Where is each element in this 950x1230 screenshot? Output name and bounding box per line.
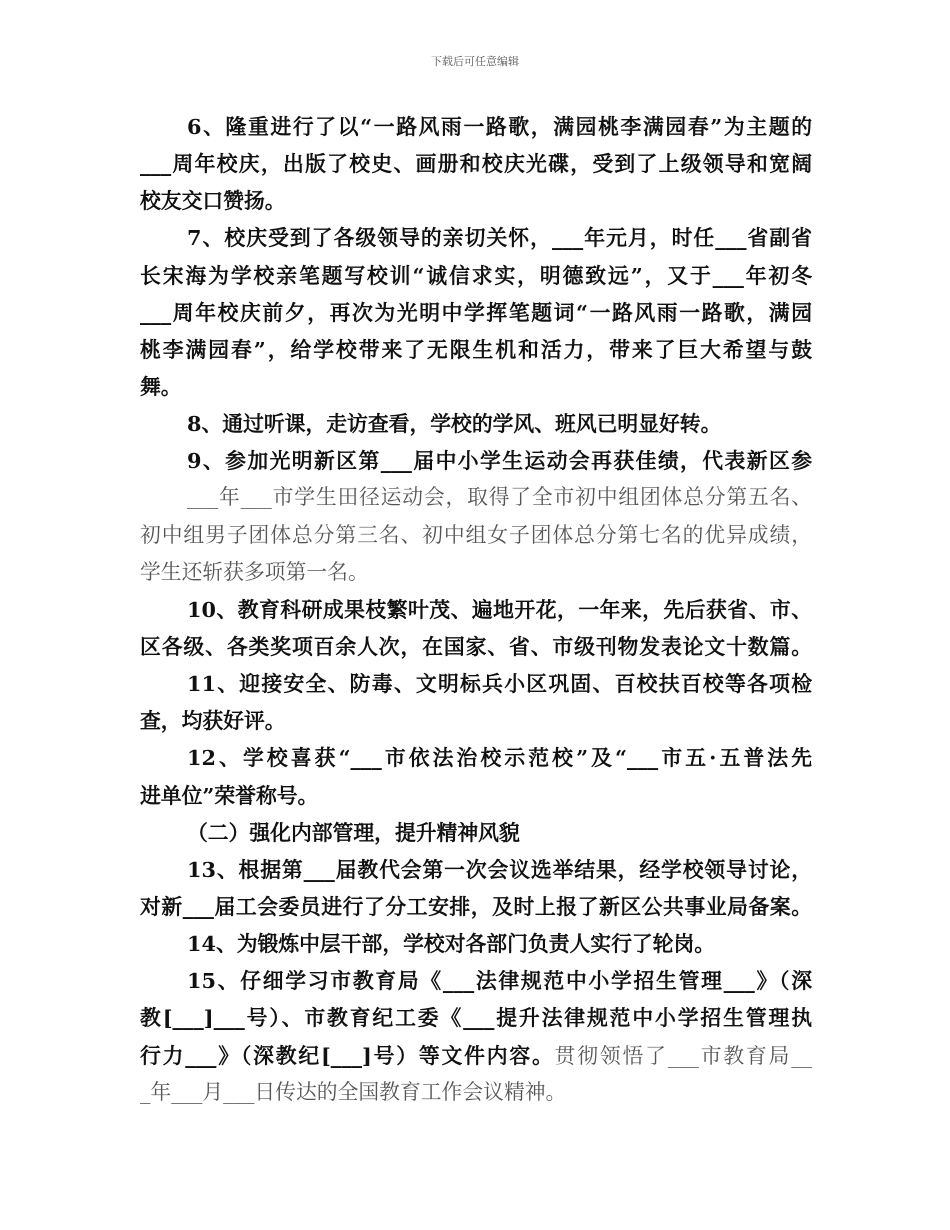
- paragraph-15-faded-line-2: _年___月___日传达的全国教育工作会议精神。: [140, 1079, 567, 1104]
- paragraph-7-line-1: 7、校庆受到了各级领导的亲切关怀，___年元月，时任___省副省: [187, 225, 812, 251]
- paragraph-11-line-1: 11、迎接安全、防毒、文明标兵小区巩固、百校扶百校等各项检: [187, 671, 812, 697]
- paragraph-15-line-2: 教[___]___号）、市教育纪工委《___提升法律规范中小学招生管理执: [140, 1005, 812, 1031]
- paragraph-7-line-5: 舞。: [140, 373, 182, 399]
- paragraph-9-faded-line-1: ___年___市学生田径运动会，取得了全市初中组团体总分第五名、: [187, 485, 812, 510]
- paragraph-9-faded-line-3: 学生还斩获多项第一名。: [140, 559, 369, 584]
- paragraph-10-line-1: 10、教育科研成果枝繁叶茂、遍地开花，一年来，先后获省、市、: [187, 596, 812, 622]
- paragraph-7-line-3: ___周年校庆前夕，再次为光明中学挥笔题词“一路风雨一路歌，满园: [140, 299, 812, 325]
- paragraph-15-line-1: 15、仔细学习市教育局《___法律规范中小学招生管理___》（深: [187, 968, 812, 994]
- paragraph-6-line-1: 6、隆重进行了以“一路风雨一路歌，满园桃李满园春”为主题的: [187, 114, 812, 139]
- paragraph-12-line-2: 进单位”荣誉称号。: [140, 782, 319, 808]
- page-header: 下载后可任意编辑: [431, 55, 519, 68]
- paragraph-15-line-3-text: 行力___》（深教纪[___]号）等文件内容。: [140, 1042, 555, 1068]
- paragraph-15-faded-line-1: 贯彻领悟了___市教育局__: [554, 1043, 812, 1068]
- paragraph-13-line-2: 对新___届工会委员进行了分工安排，及时上报了新区公共事业局备案。: [140, 893, 812, 919]
- paragraph-14-line-1: 14、为锻炼中层干部，学校对各部门负责人实行了轮岗。: [187, 931, 716, 957]
- paragraph-10-line-2: 区各级、各类奖项百余人次，在国家、省、市级刊物发表论文十数篇。: [140, 633, 812, 659]
- paragraph-9-line-1: 9、参加光明新区第___届中小学生运动会再获佳绩，代表新区参: [187, 448, 812, 474]
- paragraph-6-line-3: 校友交口赞扬。: [140, 188, 286, 214]
- paragraph-8-line-1: 8、通过听课，走访查看，学校的学风、班风已明显好转。: [187, 411, 722, 437]
- paragraph-6-line-2: ___周年校庆，出版了校史、画册和校庆光碟，受到了上级领导和宽阔: [140, 151, 812, 177]
- paragraph-13-line-1: 13、根据第___届教代会第一次会议选举结果，经学校领导讨论，: [187, 856, 812, 882]
- paragraph-15-line-3: [140, 1037, 812, 1074]
- section-heading: （二）强化内部管理，提升精神风貌: [187, 819, 520, 845]
- paragraph-7-line-4: 桃李满园春”，给学校带来了无限生机和活力，带来了巨大希望与鼓: [140, 336, 812, 362]
- paragraph-7-line-2: 长宋海为学校亲笔题写校训“诚信求实，明德致远”，又于___年初冬: [140, 262, 812, 288]
- document-body: [140, 108, 812, 1111]
- paragraph-9-faded-line-2: 初中组男子团体总分第三名、初中组女子团体总分第七名的优异成绩，: [140, 522, 812, 547]
- paragraph-12-line-1: 12、学校喜获“___市依法治校示范校”及“___市五·五普法先: [187, 745, 812, 771]
- paragraph-11-line-2: 查，均获好评。: [140, 708, 286, 734]
